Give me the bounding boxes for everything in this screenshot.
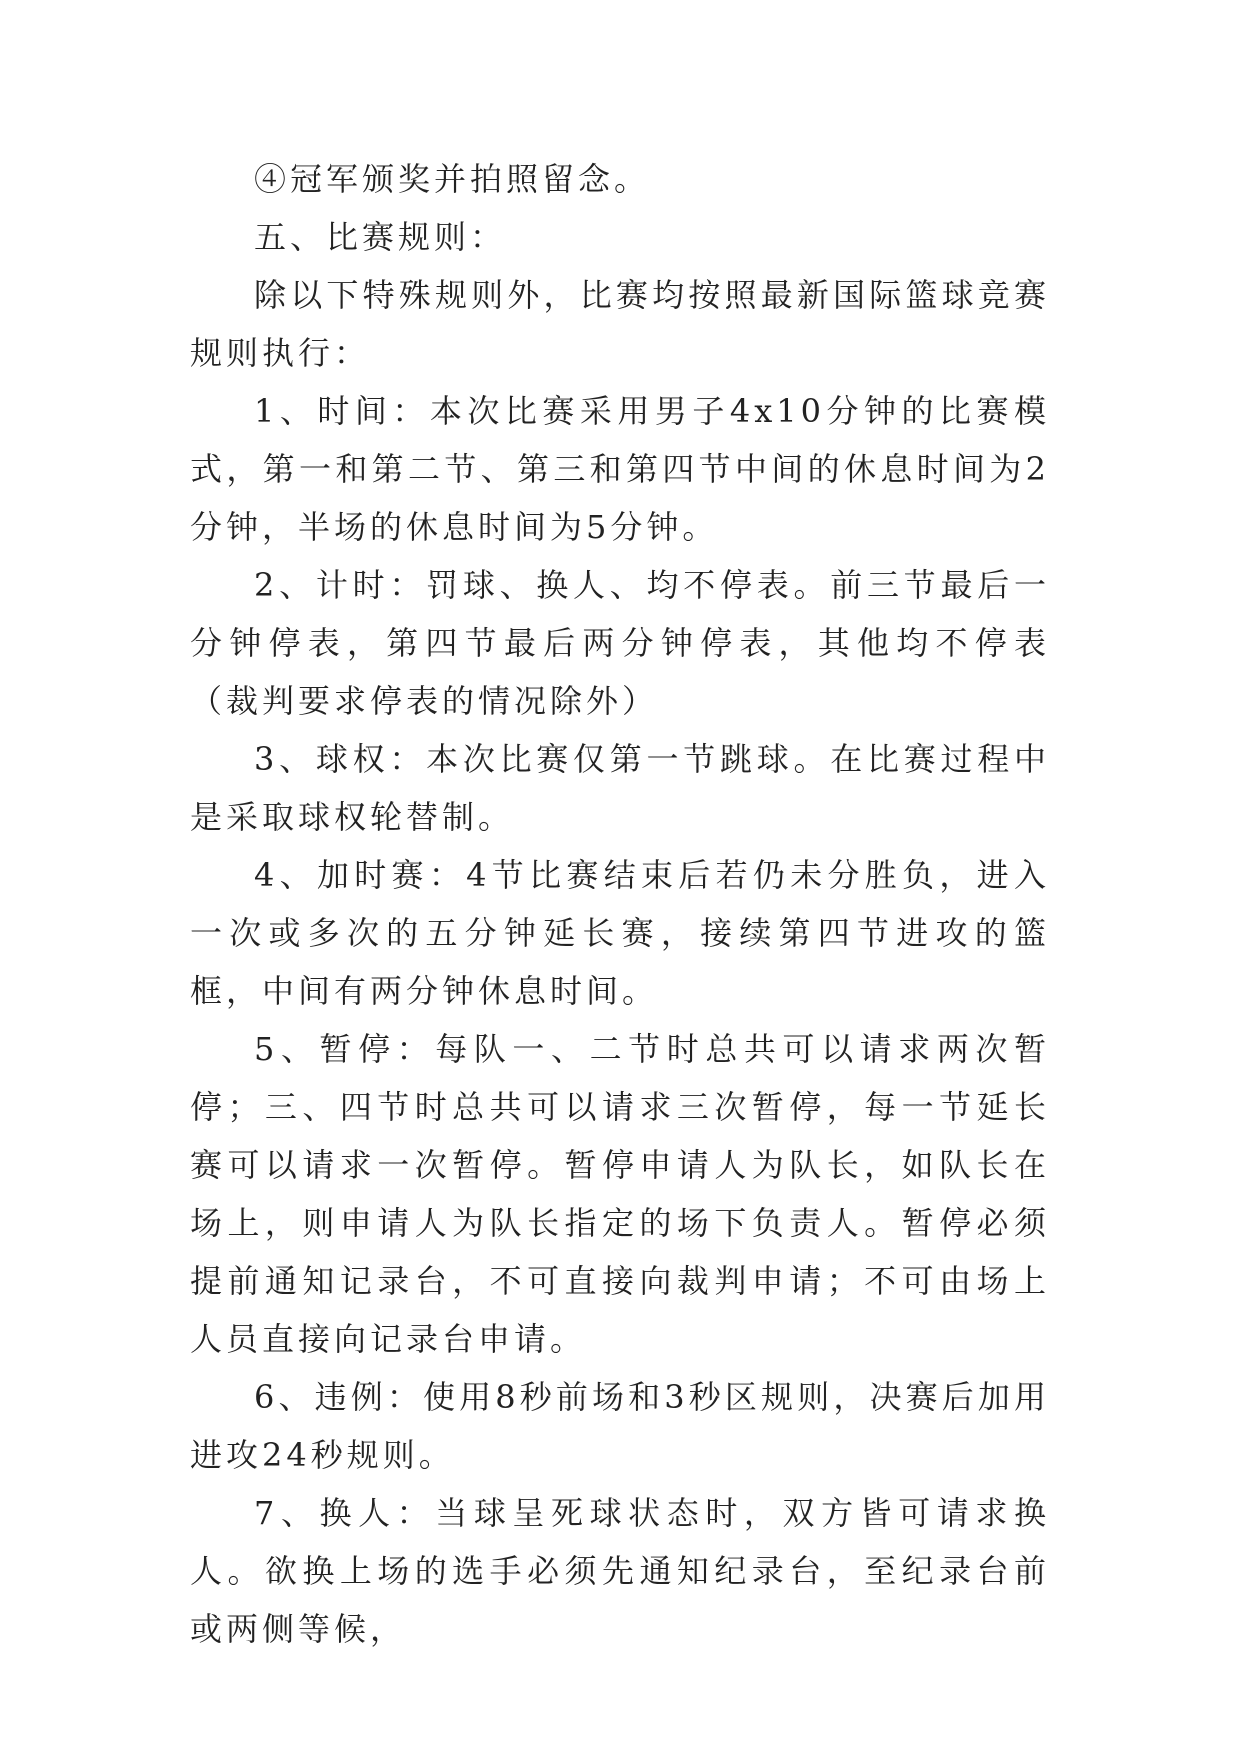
rule-violation: 6、违例：使用8秒前场和3秒区规则，决赛后加用进攻24秒规则。 [190, 1378, 1050, 1474]
rule-timing: 2、计时：罚球、换人、均不停表。前三节最后一分钟停表，第四节最后两分钟停表，其他均不停表（裁判要求停表的情况除外） [190, 566, 1050, 720]
document-body [190, 150, 1050, 1658]
rule-time: 1、时间：本次比赛采用男子4x10分钟的比赛模式，第一和第二节、第三和第四节中间的休息时间为2分钟，半场的休息时间为5分钟。 [190, 392, 1050, 546]
section-heading-rules: 五、比赛规则： [254, 218, 507, 256]
rule-substitution: 7、换人：当球呈死球状态时，双方皆可请求换人。欲换上场的选手必须先通知纪录台，至纪录台前或两侧等候， [190, 1494, 1050, 1648]
award-ceremony-line: ④冠军颁奖并拍照留念。 [254, 160, 651, 198]
rule-possession: 3、球权：本次比赛仅第一节跳球。在比赛过程中是采取球权轮替制。 [190, 740, 1050, 836]
rule-timeout: 5、暂停：每队一、二节时总共可以请求两次暂停；三、四节时总共可以请求三次暂停，每一节延长赛可以请求一次暂停。暂停申请人为队长，如队长在场上，则申请人为队长指定的场下负责人。暂停必须提前通知记录台，不可直接向裁判申请；不可由场上人员直接向记录台申请。 [190, 1030, 1050, 1358]
rule-overtime: 4、加时赛：4节比赛结束后若仍未分胜负，进入一次或多次的五分钟延长赛，接续第四节进攻的篮框，中间有两分钟休息时间。 [190, 856, 1050, 1010]
rules-intro: 除以下特殊规则外，比赛均按照最新国际篮球竞赛规则执行： [190, 276, 1050, 372]
